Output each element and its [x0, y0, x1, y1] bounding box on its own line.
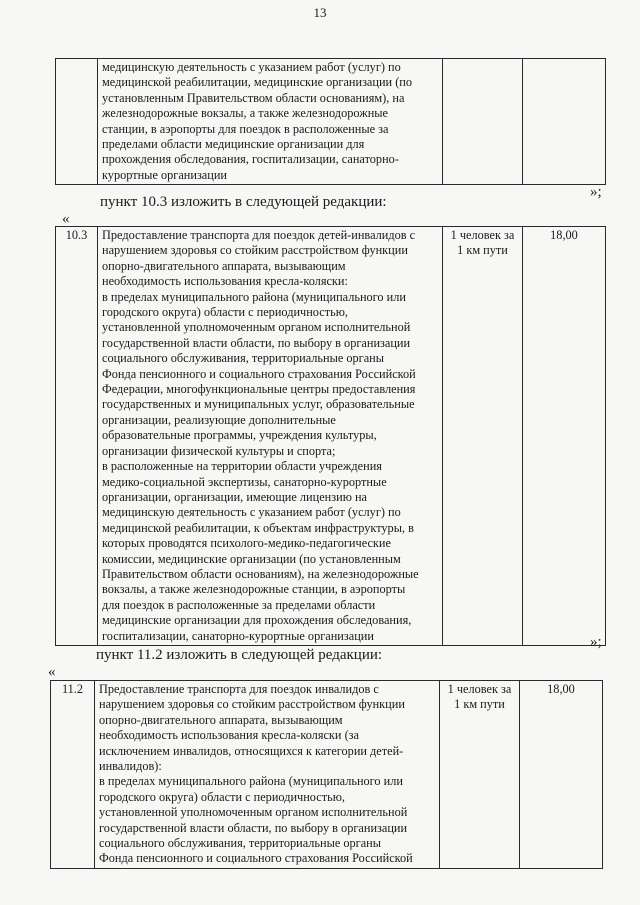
closing-quote: »;: [590, 184, 602, 200]
cell-description: Предоставление транспорта для поездок инвалидов с нарушением здоровья со стойким расстройством функции опорно-двигательного аппарата, вызывающим необходимость использования кресла-коляски (за исключением инвалидов, относящихся к категории детей- инвалидов): в пределах муниципального района (муниципального или городского округа) области с периодичностью, установленной уполномоченным органом исполнительной государственной власти области, по выбору в организации социального обслуживания, территориальные органы Фонда пенсионного и социального страхования Российской: [95, 681, 440, 869]
cell-price: [523, 59, 606, 185]
cell-unit: 1 человек за 1 км пути: [443, 227, 523, 646]
cell-price: 18,00: [520, 681, 603, 869]
cell-unit: 1 человек за 1 км пути: [440, 681, 520, 869]
table-row: [56, 227, 606, 646]
cell-unit: [443, 59, 523, 185]
cell-number: 11.2: [51, 681, 95, 869]
table-row: [56, 59, 606, 185]
cell-number: [56, 59, 98, 185]
table-item-11-2: [50, 680, 603, 869]
cell-price: 18,00: [523, 227, 606, 646]
instruction-11-2: пункт 11.2 изложить в следующей редакции:: [96, 647, 383, 663]
cell-description: Предоставление транспорта для поездок детей-инвалидов с нарушением здоровья со стойким расстройством функции опорно-двигательного аппарата, вызывающим необходимость использования кресла-коляски: в пределах муниципального района (муниципального или городского округа) области с периодичностью, установленной уполномоченным органом исполнительной государственной власти области, по выбору в организации социального обслуживания, территориальные органы Фонда пенсионного и социального страхования Российской Федерации, многофункциональные центры предоставления государственных и муниципальных услуг, образовательные организации, реализующие дополнительные образовательные программы, учреждения культуры, организации физической культуры и спорта; в расположенные на территории области учреждения медико-социальной экспертизы, санаторно-курортные организации, организации, имеющие лицензию на медицинскую деятельность с указанием работ (услуг) по медицинской реабилитации, к объектам инфраструктуры, в которых проводятся психолого-медико-педагогические комиссии, медицинские организации (по установленным Правительством области основаниям), на железнодорожные вокзалы, а также железнодорожные станции, в аэропорты для поездок в расположенные за пределами области медицинские организации для прохождения обследования, госпитализации, санаторно-курортные организации: [98, 227, 443, 646]
opening-quote: «: [62, 211, 70, 227]
instruction-10-3: пункт 10.3 изложить в следующей редакции:: [100, 194, 387, 210]
table-continuation: [55, 58, 606, 185]
table-item-10-3: [55, 226, 606, 646]
cell-number: 10.3: [56, 227, 98, 646]
closing-quote: »;: [590, 634, 602, 650]
opening-quote: «: [48, 664, 56, 680]
page-number: 13: [313, 5, 327, 20]
cell-description: медицинскую деятельность с указанием работ (услуг) по медицинской реабилитации, медицинские организации (по установленным Правительством области основаниям), на железнодорожные вокзалы, а также железнодорожные станции, в аэропорты для поездок в расположенные за пределами области медицинские организации для прохождения обследования, госпитализации, санаторно- курортные организации: [98, 59, 443, 185]
table-row: [51, 681, 603, 869]
